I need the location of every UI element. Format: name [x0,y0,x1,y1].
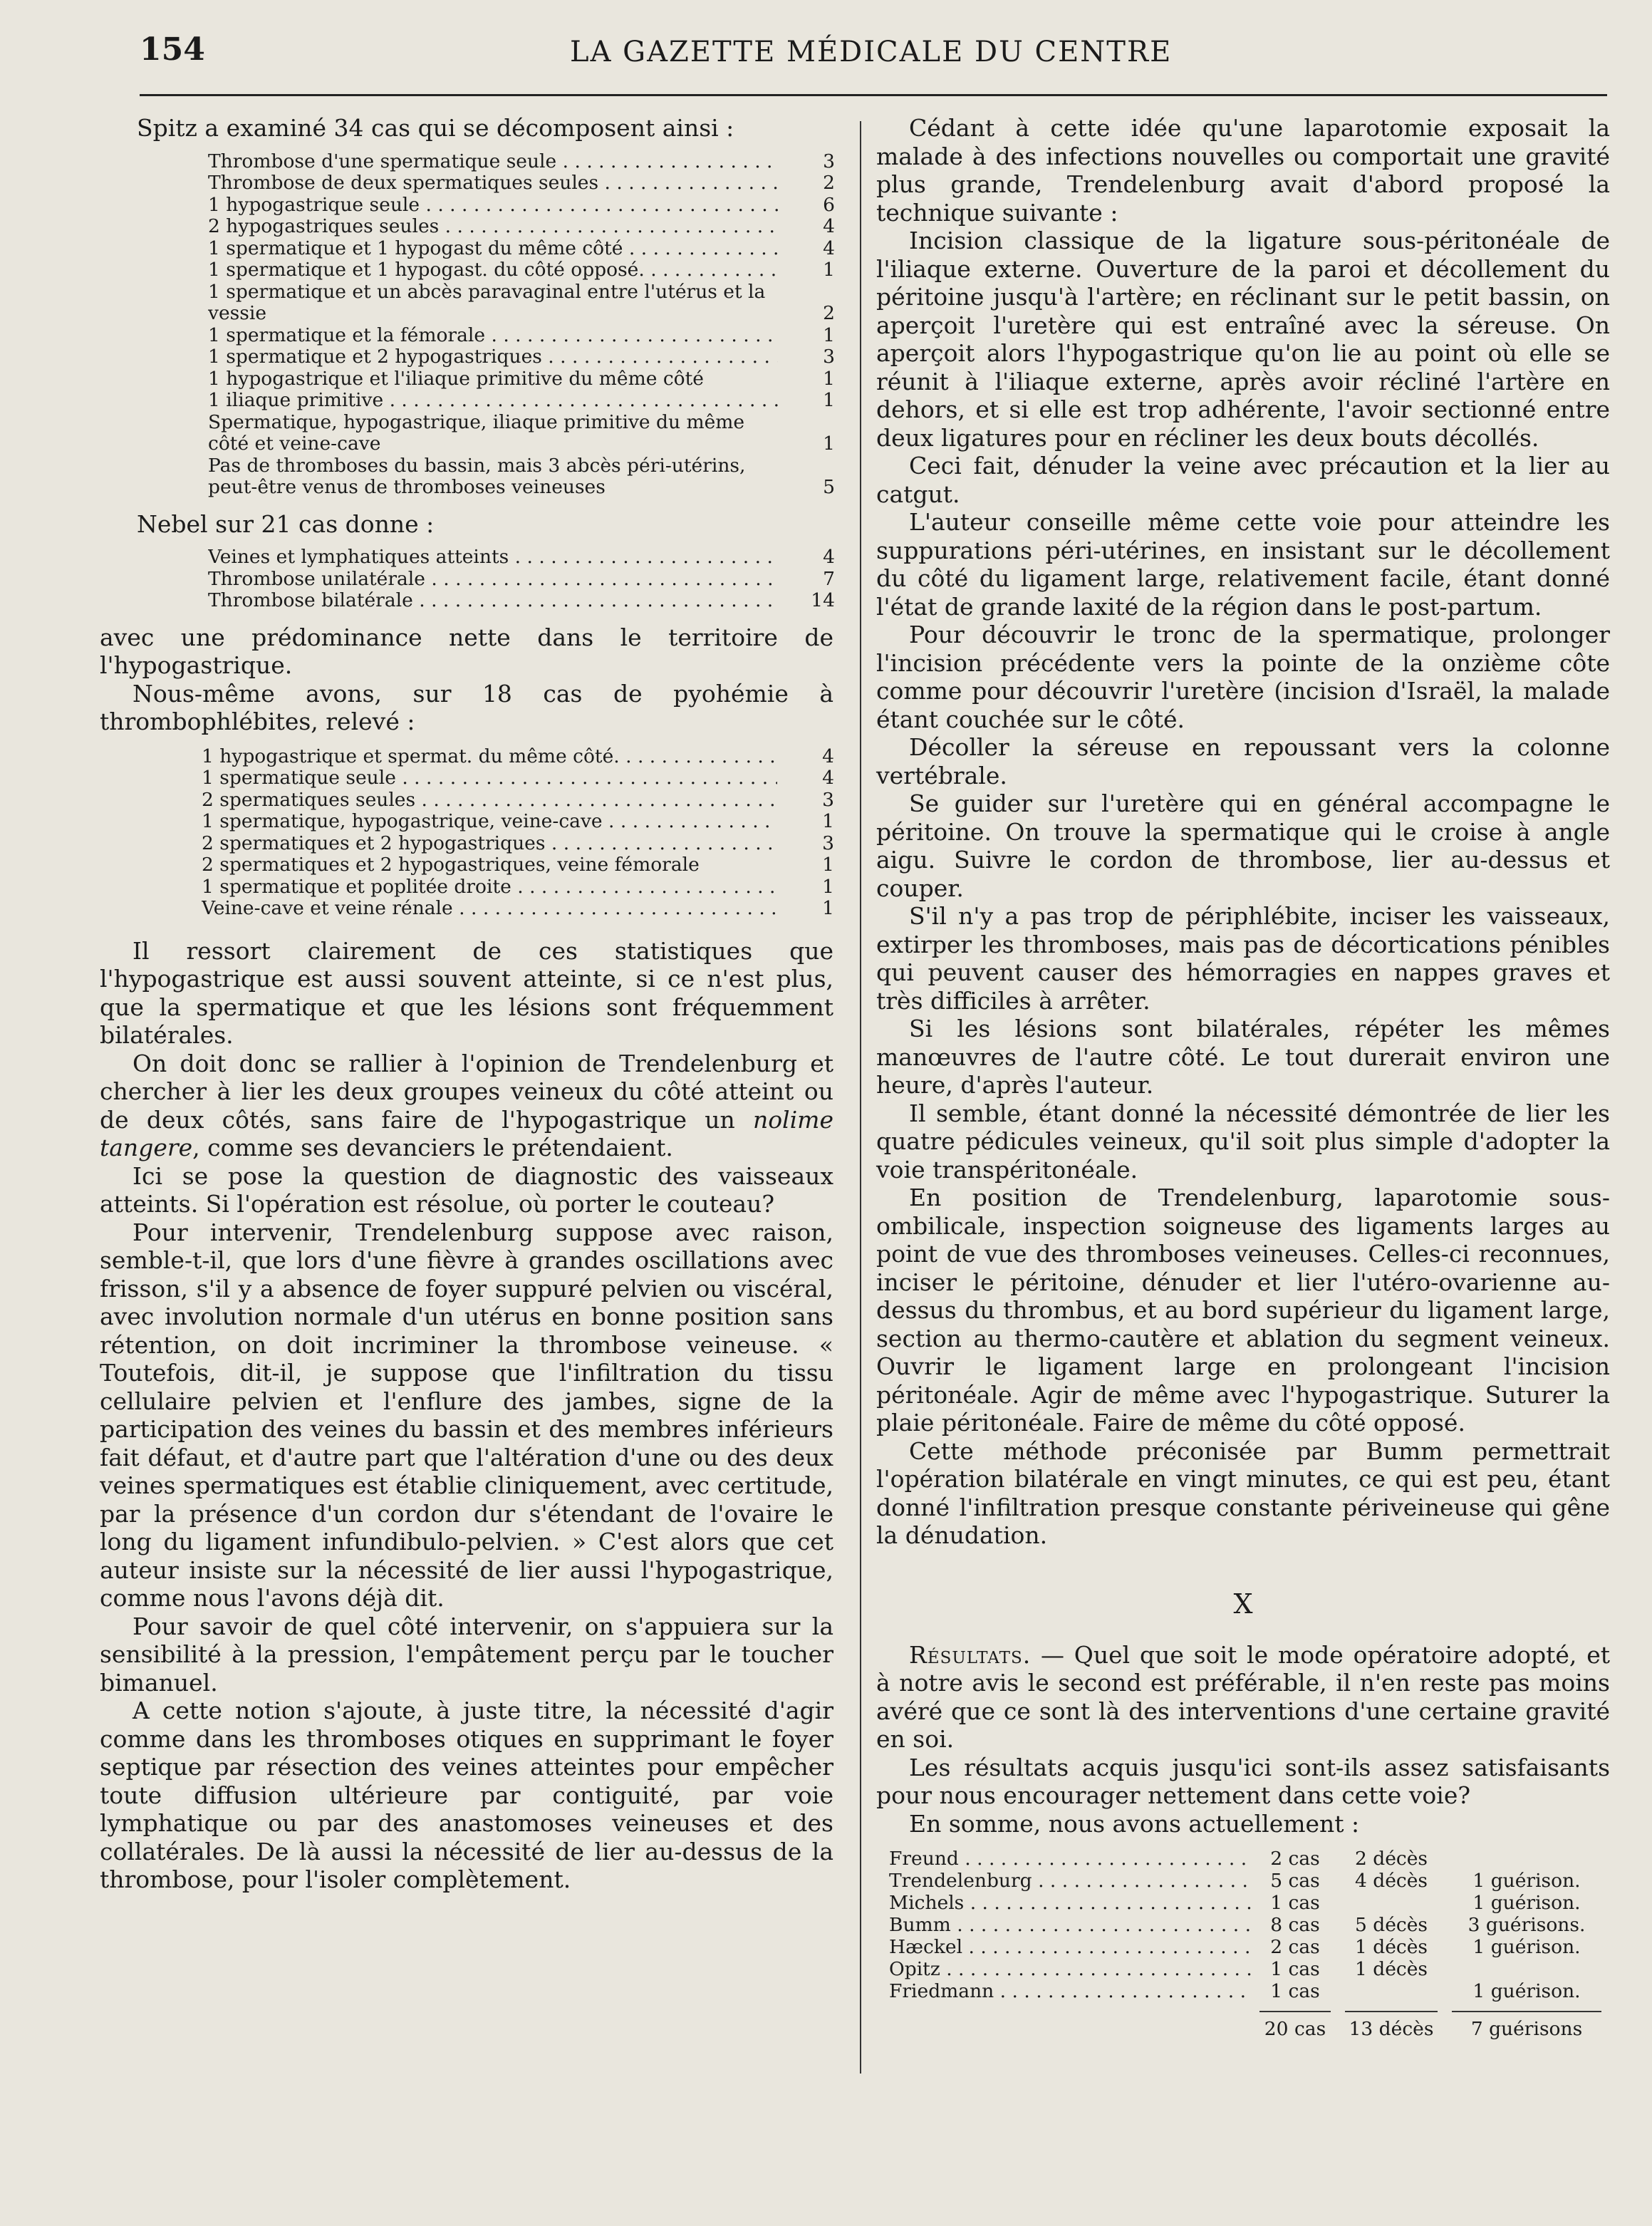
row-label: 2 spermatiques et 2 hypogastriques, veine fémorale [202,854,700,876]
page-number: 154 [140,31,205,68]
paragraph: Pour savoir de quel côté intervenir, on s'appuiera sur la sensibilité à la pression, l'empâtement perçu par le toucher bimanuel. [100,1612,833,1697]
total-cases: 20 cas [1259,2011,1331,2040]
recoveries-cell: 3 guérisons. [1467,1914,1586,1936]
table-row [202,767,834,790]
spitz-intro: Spitz a examiné 34 cas qui se décomposent ainsi : [137,114,734,142]
row-count: 1 [822,875,834,898]
row-count: 4 [823,215,835,237]
table-row [208,238,835,260]
paragraph: Décoller la séreuse en repoussant vers la colonne vertébrale. [876,733,1610,790]
paragraph: avec une prédominance nette dans le territoire de l'hypogastrique. [100,623,833,679]
table-row [202,898,834,920]
table-row [208,172,835,195]
cases-cell: 8 cas [1270,1914,1320,1936]
paragraph: Cédant à cette idée qu'une laparotomie exposait la malade à des infections nouvelles ou comportait une gravité plus grande, Trendelenburg avait d'abord proposé la technique suivante : [876,114,1610,227]
table-row [202,833,834,855]
paragraph: En position de Trendelenburg, laparotomie sous-ombilicale, inspection soigneuse des ligaments larges au point de vue des thromboses veineuses. Celles-ci reconnues, inciser le péritoine, dénuder et lier l'utéro-ovarienne au-dessus du thrombus, et au bord supérieur du ligament large, section au thermo-cautère et ablation du segment veineux. Ouvrir le ligament large en prolongeant l'incision péritonéale. Agir de même avec l'hypogastrique. Suturer la plaie péritonéale. Faire de même du côté opposé. [876,1184,1610,1436]
total-recoveries: 7 guérisons [1452,2011,1601,2040]
row-count: 6 [823,193,835,216]
cases-cell: 2 cas [1270,1936,1320,1958]
row-count: 1 [823,323,835,346]
paragraph: Pour découvrir le tronc de la spermatique, prolonger l'incision précédente vers la pointe de la onzième côte comme pour découvrir l'uretère (incision d'Israël, la malade étant couchée sur le côté. [876,621,1610,733]
table-row [208,590,835,612]
row-label: Veines et lymphatiques atteints . . . [208,547,778,569]
row-count: 3 [823,346,835,368]
row-label: Thrombose unilatérale . . . [208,569,778,591]
running-title: LA GAZETTE MÉDICALE DU CENTRE [570,36,1173,68]
table-row [202,790,834,812]
table-row [889,1870,1609,1892]
left-column [100,114,833,1894]
row-count: 1 [822,854,834,876]
table-row [208,216,835,238]
surgeon-name: Michels . . . [889,1892,1252,1914]
recoveries-cell [1445,1848,1609,1870]
section-heading: X [1233,1588,1253,1620]
results-table [889,1848,1609,2040]
row-count: 4 [823,237,835,259]
recoveries-cell: 1 guérison. [1472,1870,1581,1892]
table-row [889,1848,1609,1870]
surgeon-name: Hæckel . . . [889,1936,1252,1958]
cases-cell: 1 cas [1270,1958,1320,1980]
table-row [208,346,835,368]
deaths-cell: 4 décès [1354,1870,1428,1892]
row-label: 1 spermatique et un abcès paravaginal entre l'utérus et la vessie [208,281,766,324]
paragraph: S'il n'y a pas trop de périphlébite, inciser les vaisseaux, extirper les thromboses, mais pas de décortications pénibles qui peuvent causer des hémorragies en nappes graves et très difficiles à arrêter. [876,902,1610,1015]
row-count: 4 [823,546,835,568]
row-count: 1 [822,810,834,832]
row-count: 2 [823,172,835,194]
latin-phrase: nolime tangere [100,1105,833,1161]
row-label: 1 hypogastrique seule . . . [208,195,778,217]
paragraph: Incision classique de la ligature sous-péritonéale de l'iliaque externe. Ouverture de la paroi et décollement du péritoine jusqu'à l'artère; en réclinant sur le petit bassin, on aperçoit l'uretère qui est entraîné avec la séreuse. On aperçoit alors l'hypogastrique qu'on lie au point où elle se réunit à l'iliaque externe, après avoir récliné l'artère en dehors, et si elle est trop adhérente, l'avoir sectionné entre deux ligatures pour en récliner les deux bouts décollés. [876,227,1610,452]
row-count: 1 [823,389,835,411]
row-label: Thrombose d'une spermatique seule . . . [208,151,778,173]
row-count: 1 [823,433,835,455]
text-run: — Quel que soit le mode opératoire adopté, et à notre avis le second est préférable, il n'en reste pas moins avéré que ce sont là des interventions d'une certaine gravité en soi. [876,1640,1610,1753]
text-run: , comme ses devanciers le prétendaient. [192,1134,673,1161]
section-lead: Résultats. [909,1640,1032,1669]
deaths-cell: 1 décès [1354,1958,1428,1980]
paragraph: En somme, nous avons actuellement : [909,1809,1360,1838]
paragraph: Il semble, étant donné la nécessité démontrée de lier les quatre pédicules veineux, qu'il soit plus simple d'adopter la voie transpéritonéale. [876,1099,1610,1184]
deaths-cell: 1 décès [1354,1936,1428,1958]
right-column [876,114,1610,2040]
row-label: Spermatique, hypogastrique, iliaque primitive du même côté et veine-cave [208,411,745,455]
row-label: 1 spermatique et la fémorale . . . [208,325,778,347]
cases-cell: 2 cas [1270,1848,1320,1870]
row-count: 4 [822,767,834,789]
recoveries-cell: 1 guérison. [1472,1936,1581,1958]
row-count: 3 [822,788,834,811]
row-label: 1 hypogastrique et l'iliaque primitive du même côté [208,368,704,390]
row-count: 3 [822,832,834,854]
totals-row [889,2011,1609,2040]
table-row [208,455,835,499]
row-count: 1 [823,259,835,281]
column-divider [860,121,861,2074]
paragraph: Cette méthode préconisée par Bumm permettrait l'opération bilatérale en vingt minutes, ce qui est peu, étant donné l'infiltration presque constante périveineuse qui gêne la dénudation. [876,1436,1610,1549]
paragraph: L'auteur conseille même cette voie pour atteindre les suppurations péri-utérines, en insistant sur le décollement du côté du ligament large, relativement facile, étant donné l'état de grande laxité de la région dans le post-partum. [876,508,1610,621]
row-count: 2 [823,302,835,324]
cases-cell: 1 cas [1270,1892,1320,1914]
own-cases-table [202,746,834,920]
cases-cell: 5 cas [1270,1870,1320,1892]
table-row [208,259,835,281]
row-label: Thrombose de deux spermatiques seules . . . [208,172,778,195]
row-label: 2 spermatiques et 2 hypogastriques . . . [202,833,777,855]
totals-spacer [889,2011,1252,2040]
paragraph: A cette notion s'ajoute, à juste titre, la nécessité d'agir comme dans les thromboses otiques en supprimant le foyer septique par résection des veines atteintes pour empêcher toute diffusion ultérieure par contiguité, par voie lymphatique ou par des anastomoses veineuses et des collatérales. De là aussi la nécessité de lier au-dessus de la thrombose, pour l'isoler complètement. [100,1697,833,1893]
recoveries-cell: 1 guérison. [1472,1892,1581,1914]
table-row [889,1914,1609,1936]
table-row [208,390,835,412]
cases-cell: 1 cas [1270,1980,1320,2002]
row-label: 2 spermatiques seules . . . [202,790,777,812]
row-label: Thrombose bilatérale . . . [208,590,778,612]
deaths-cell [1338,1892,1445,1914]
table-row [889,1958,1609,1980]
text-run: On doit donc se rallier à l'opinion de Trendelenburg et chercher à lier les deux groupes veineux du côté atteint ou de deux côtés, sans faire de l'hypogastrique un [100,1049,833,1134]
header-rule [140,94,1607,96]
table-row [202,746,834,768]
paragraph: Nous-même avons, sur 18 cas de pyohémie à thrombophlébites, relevé : [100,679,833,735]
nebel-intro: Nebel sur 21 cas donne : [137,509,435,538]
paragraph [876,1641,1610,1754]
row-count: 5 [823,476,835,498]
surgeon-name: Friedmann . . . [889,1980,1252,2002]
row-count: 1 [823,367,835,390]
table-row [208,569,835,591]
surgeon-name: Trendelenburg . . . [889,1870,1252,1892]
paragraph: Il ressort clairement de ces statistiques que l'hypogastrique est aussi souvent atteinte, si ce n'est plus, que la spermatique et que les lésions sont fréquemment bilatérales. [100,936,833,1049]
table-row [208,325,835,347]
table-row [208,547,835,569]
paragraph: Ici se pose la question de diagnostic des vaisseaux atteints. Si l'opération est résolue, où porter le couteau? [100,1161,833,1218]
row-label: 1 iliaque primitive . . . [208,390,778,412]
table-row [889,1936,1609,1958]
row-label: 1 spermatique et 1 hypogast. du côté opposé. . . . [208,259,778,281]
deaths-cell: 2 décès [1354,1848,1428,1870]
page-header [0,0,1652,107]
spitz-table [208,151,835,499]
row-count: 4 [822,745,834,767]
deaths-cell: 5 décès [1354,1914,1428,1936]
table-row [889,1980,1609,2002]
table-row [208,281,835,325]
table-row [208,368,835,390]
row-label: 1 spermatique et poplitée droite . . . [202,876,777,899]
table-row [202,811,834,833]
nebel-table [208,547,835,612]
paragraph: Les résultats acquis jusqu'ici sont-ils assez satisfaisants pour nous encourager nettement dans cette voie? [876,1753,1610,1809]
deaths-cell [1338,1980,1445,2002]
row-count: 1 [822,897,834,919]
total-deaths: 13 décès [1345,2011,1438,2040]
table-row [208,151,835,173]
paragraph: Se guider sur l'uretère qui en général accompagne le péritoine. On trouve la spermatique qui le croise à angle aigu. Suivre le cordon de thrombose, lier au-dessus et couper. [876,790,1610,902]
table-row [202,876,834,899]
row-label: 1 spermatique, hypogastrique, veine-cave . . . [202,811,777,833]
row-count: 14 [811,589,835,611]
recoveries-cell: 1 guérison. [1472,1980,1581,2002]
paragraph: Si les lésions sont bilatérales, répéter les mêmes manœuvres de l'autre côté. Le tout durerait environ une heure, d'après l'auteur. [876,1015,1610,1099]
row-count: 3 [823,150,835,172]
row-label: 1 spermatique et 1 hypogast du même côté . . . [208,238,778,260]
table-row [208,412,835,455]
table-row [202,854,834,876]
row-label: 1 hypogastrique et spermat. du même côté. . . . [202,746,777,768]
surgeon-name: Opitz . . . [889,1958,1252,1980]
row-label: 1 spermatique et 2 hypogastriques . . . [208,346,778,368]
paragraph [100,1050,833,1162]
row-label: 1 spermatique seule . . . [202,767,777,790]
row-count: 7 [823,567,835,590]
row-label: 2 hypogastriques seules . . . [208,216,778,238]
surgeon-name: Bumm . . . [889,1914,1252,1936]
table-row [208,195,835,217]
recoveries-cell [1445,1958,1609,1980]
paragraph: Ceci fait, dénuder la veine avec précaution et la lier au catgut. [876,452,1610,508]
paragraph: Pour intervenir, Trendelenburg suppose avec raison, semble-t-il, que lors d'une fièvre à grandes oscillations avec frisson, s'il y a absence de foyer suppuré pelvien ou viscéral, avec involution normale d'un utérus en bonne position sans rétention, on doit incriminer la thrombose veineuse. « Toutefois, dit-il, je suppose que l'infiltration du tissu cellulaire pelvien et l'enflure des jambes, signe de la participation des veines du bassin et des membres inférieurs fait défaut, et d'autre part que l'altération d'une ou des deux veines spermatiques est établie cliniquement, avec certitude, par la présence d'un cordon dur s'étendant de l'ovaire le long du ligament infundibulo-pelvien. » C'est alors que cet auteur insiste sur la nécessité de lier aussi l'hypogastrique, comme nous l'avons déjà dit. [100,1218,833,1612]
table-row [889,1892,1609,1914]
row-label: Pas de thromboses du bassin, mais 3 abcès péri-utérins, peut-être venus de thromboses veineuses [208,455,746,498]
surgeon-name: Freund . . . [889,1848,1252,1870]
row-label: Veine-cave et veine rénale . . . [202,898,777,920]
